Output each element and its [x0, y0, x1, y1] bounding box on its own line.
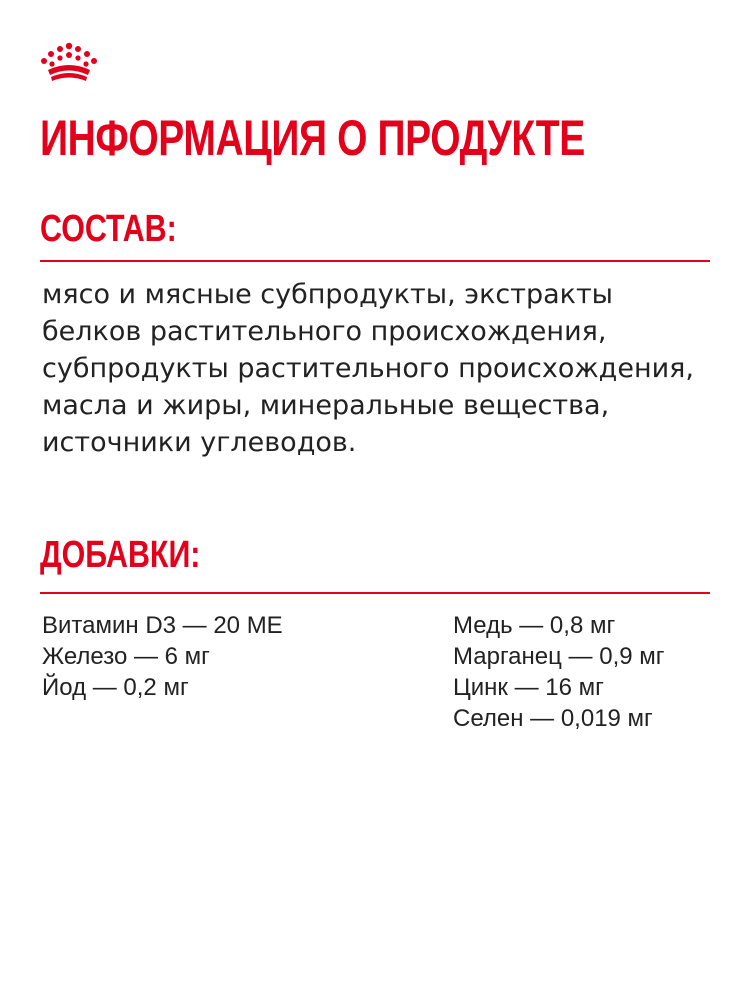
composition-heading: СОСТАВ: [40, 208, 177, 250]
additive-item: Марганец — 0,9 мг [453, 643, 665, 670]
composition-divider [40, 260, 710, 262]
additives-heading: ДОБАВКИ: [40, 534, 201, 576]
additive-item: Селен — 0,019 мг [453, 705, 653, 732]
additive-item: Медь — 0,8 мг [453, 612, 616, 639]
additive-item: Железо — 6 мг [42, 643, 210, 670]
additive-item: Витамин D3 — 20 МЕ [42, 612, 283, 639]
additives-list-left [42, 610, 283, 703]
additive-item: Йод — 0,2 мг [42, 674, 189, 701]
composition-text: мясо и мясные субпродукты, экстракты белков растительного происхождения, субпродукты растительного происхождения, масла и жиры, минеральные вещества, источники углеводов. [42, 279, 694, 458]
additives-list-right [453, 610, 665, 734]
additive-item: Цинк — 16 мг [453, 674, 604, 701]
page-title: ИНФОРМАЦИЯ О ПРОДУКТЕ [40, 110, 585, 166]
additives-divider [40, 592, 710, 594]
crown-icon [40, 42, 98, 84]
